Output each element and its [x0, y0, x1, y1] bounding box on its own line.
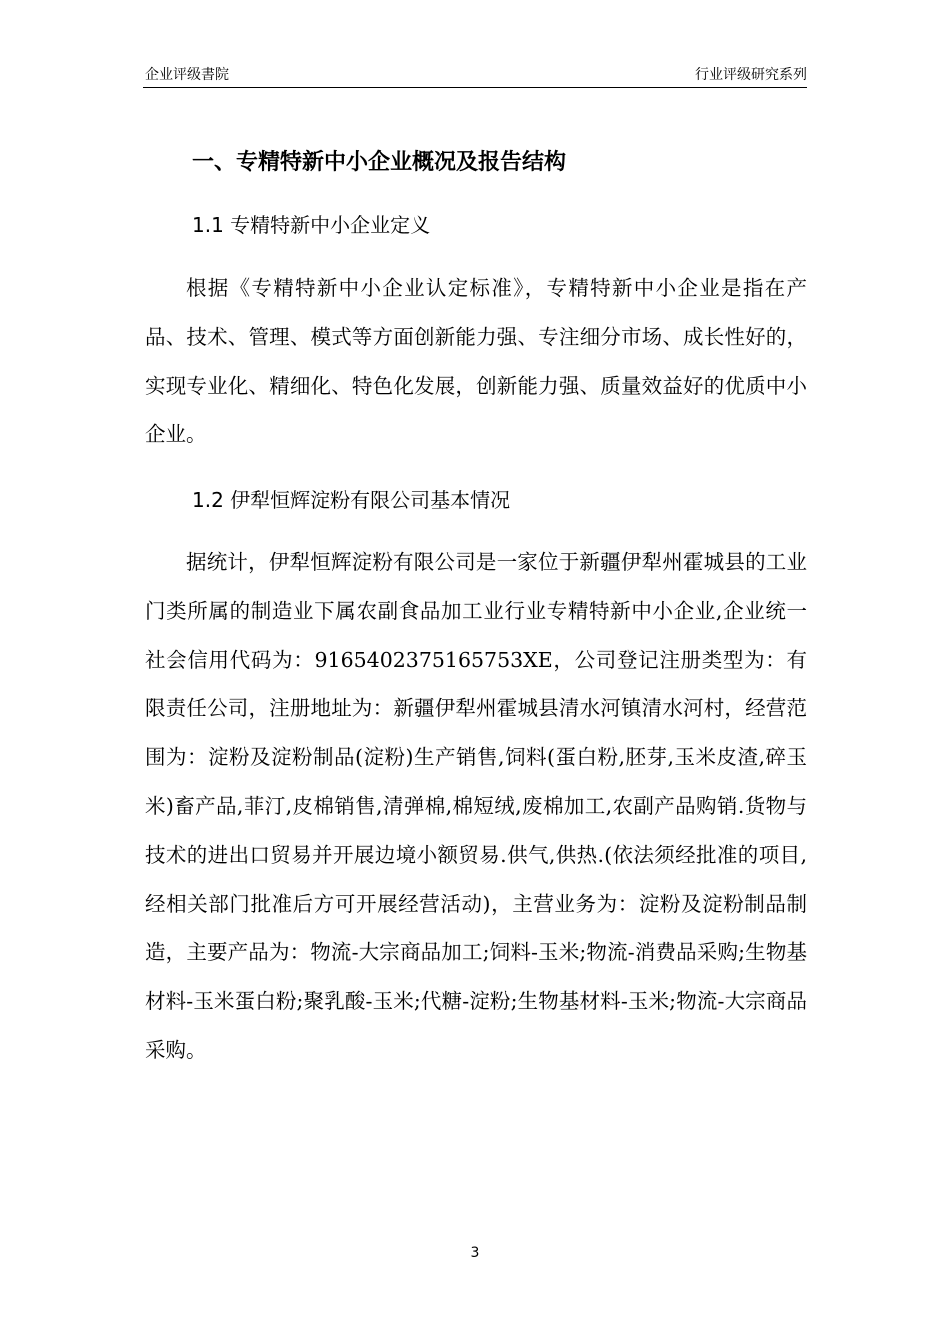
- header-right-title: 行业评级研究系列: [695, 67, 807, 83]
- subsection-heading-company-info: 1.2 伊犁恒辉淀粉有限公司基本情况: [192, 488, 511, 512]
- company-info-paragraph: 据统计，伊犁恒辉淀粉有限公司是一家位于新疆伊犁州霍城县的工业门类所属的制造业下属农副食品加工业行业专精特新中小企业,企业统一社会信用代码为：9165402375165753XE，公司登记注册类型为：有限责任公司，注册地址为：新疆伊犁州霍城县清水河镇清水河村，经营范围为：淀粉及淀粉制品(淀粉)生产销售,饲料(蛋白粉,胚芽,玉米皮渣,碎玉米)畜产品,菲汀,皮棉销售,清弹棉,棉短绒,废棉加工,农副产品购销.货物与技术的进出口贸易并开展边境小额贸易.供气,供热.(依法须经批准的项目,经相关部门批准后方可开展经营活动)，主营业务为：淀粉及淀粉制品制造，主要产品为：物流-大宗商品加工;饲料-玉米;物流-消费品采购;生物基材料-玉米蛋白粉;聚乳酸-玉米;代糖-淀粉;生物基材料-玉米;物流-大宗商品采购。: [145, 550, 807, 1062]
- section-heading: 一、专精特新中小企业概况及报告结构: [192, 150, 567, 175]
- header-divider: [143, 87, 807, 88]
- page-number: 3: [470, 1245, 480, 1261]
- subsection-heading-definition: 1.1 专精特新中小企业定义: [192, 213, 431, 237]
- definition-paragraph: 根据《专精特新中小企业认定标准》，专精特新中小企业是指在产品、技术、管理、模式等方面创新能力强、专注细分市场、成长性好的，实现专业化、精细化、特色化发展，创新能力强、质量效益好的优质中小企业。: [145, 276, 807, 447]
- header-left-title: 企业评级書院: [145, 67, 229, 83]
